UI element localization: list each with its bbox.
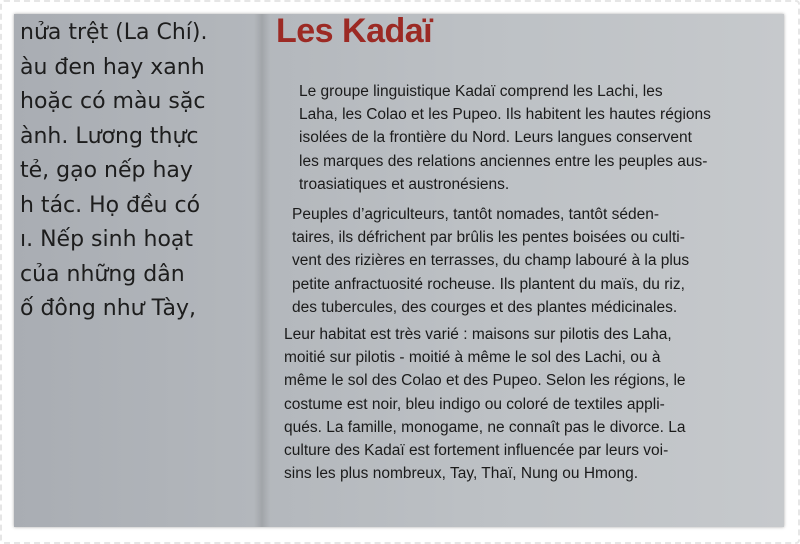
left-panel-text: [20, 16, 250, 327]
paragraph-3: [284, 323, 686, 485]
left-line: h tác. Họ đều có: [20, 192, 201, 218]
left-line: ành. Lương thực: [20, 123, 199, 149]
paragraph-line: troasiatiques et austronésiens.: [299, 175, 510, 193]
paragraph-line: isolées de la frontière du Nord. Leurs langues conservent: [299, 129, 692, 147]
paragraph-line: sins les plus nombreux, Tay, Thaï, Nung ou Hmong.: [284, 465, 639, 483]
paragraph-line: culture des Kadaï est fortement influencée par leurs voi-: [284, 441, 669, 459]
left-line: hoặc có màu sặc: [20, 89, 206, 114]
paragraph-line: moitié sur pilotis - moitié à même le sol des Lachi, ou à: [284, 349, 661, 367]
exhibit-photo: [14, 14, 784, 527]
paragraph-line: petite anfractuosité rocheuse. Ils plantent du maïs, du riz,: [292, 275, 685, 293]
paragraph-line: Peuples d’agriculteurs, tantôt nomades, tantôt séden-: [292, 206, 660, 223]
paragraph-line: vent des rizières en terrasses, du champ labouré à la plus: [292, 252, 690, 270]
paragraph-line: les marques des relations anciennes entre les peuples aus-: [299, 152, 708, 170]
paragraph-line: costume est noir, bleu indigo ou coloré de textiles appli-: [284, 395, 665, 413]
paragraph-line: même le sol des Colao et des Pupeo. Selon les régions, le: [284, 372, 686, 390]
paragraph-line: des tubercules, des courges et des plantes médicinales.: [292, 298, 678, 316]
left-line: àu đen hay xanh: [20, 54, 205, 80]
paragraph-line: Leur habitat est très varié : maisons sur pilotis des Laha,: [284, 326, 672, 343]
panel-title: Les Kadaï: [276, 14, 433, 50]
panel-divider: [254, 14, 270, 527]
paragraph-line: Le groupe linguistique Kadaï comprend les Lachi, les: [299, 83, 663, 100]
paragraph-line: taires, ils défrichent par brûlis les pentes boisées ou culti-: [292, 229, 685, 247]
left-line: nửa trệt (La Chí).: [20, 20, 208, 45]
paragraph-2: [292, 203, 689, 319]
paragraph-line: Laha, les Colao et les Pupeo. Ils habitent les hautes régions: [299, 106, 711, 124]
left-line: của những dân: [20, 261, 185, 287]
paragraph-line: qués. La famille, monogame, ne connaît pas le divorce. La: [284, 418, 686, 436]
left-line: tẻ, gạo nếp hay: [20, 158, 193, 183]
left-line: ố đông như Tày,: [20, 296, 196, 321]
left-line: ı. Nếp sinh hoạt: [20, 227, 194, 252]
paragraph-1: [299, 80, 711, 196]
